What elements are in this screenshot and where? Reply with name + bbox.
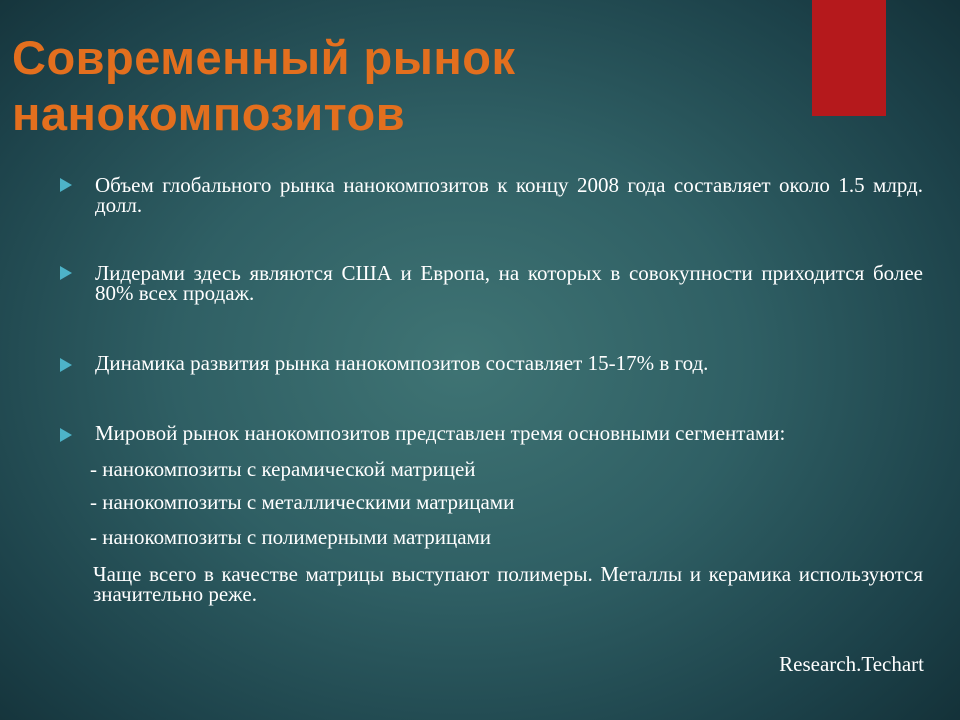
bullet-market-growth: Динамика развития рынка нанокомпозитов составляет 15-17% в год. [95,351,709,375]
bullet-market-segments: Мировой рынок нанокомпозитов представлен тремя основными сегментами: [95,421,786,445]
bullet-market-leaders: Лидерами здесь являются США и Европа, на которых в совокупности приходится более 80% всех продаж. [95,261,923,305]
bullet-arrow-icon [60,358,72,372]
slide-title: Современный рынок нанокомпозитов [12,31,516,140]
bullet-arrow-icon [60,428,72,442]
bullet-arrow-icon [60,178,72,192]
segment-metal: - нанокомпозиты с металлическими матрицами [90,490,515,514]
segment-polymer: - нанокомпозиты с полимерными матрицами [90,525,492,549]
source-credit: Research.Techart [779,652,924,676]
segment-ceramic: - нанокомпозиты с керамической матрицей [90,457,476,481]
bullet-arrow-icon [60,266,72,280]
conclusion-paragraph: Чаще всего в качестве матрицы выступают полимеры. Металлы и керамика используются значительно реже. [93,562,923,606]
bullet-market-volume: Объем глобального рынка нанокомпозитов к концу 2008 года составляет около 1.5 млрд. долл. [95,173,923,217]
